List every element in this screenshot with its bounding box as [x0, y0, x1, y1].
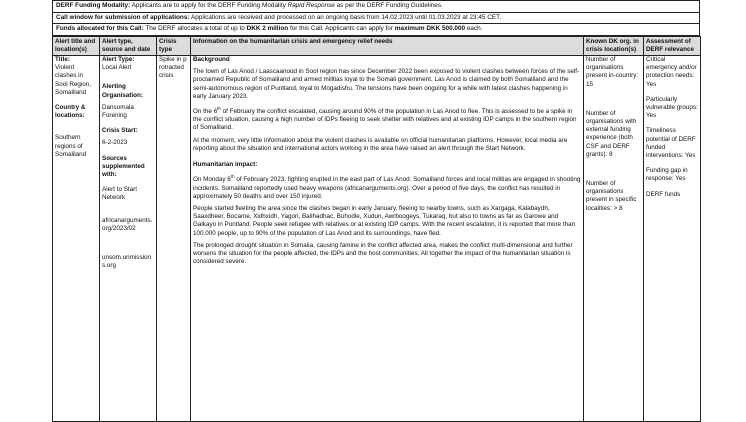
table-header-row	[53, 36, 701, 55]
call-window-text: Applications are received and processed on an ongoing basis from 14.02.2023 until 01.03.2023 at 23:45 CET.	[190, 13, 502, 21]
column-header-known-dk-orgs: Known DK org. in crisis location(s)	[584, 36, 644, 55]
alert-title-cell	[53, 55, 100, 421]
title-value: Violent clashes in Sool Region, Somaliland	[55, 64, 92, 96]
call-window-row	[53, 13, 699, 25]
background-paragraph-2: On the 6th of February the conflict escalated, causing around 90% of the population in Las Anod to flee. This is assessed to be a spike in the conflict situation, causing a high number of IDPs fleeing to seek shelter with relatives and at existing IDP camps in the southern region of Somaliland.	[193, 105, 577, 132]
funds-allocated-label: Funds allocated for this Call:	[56, 25, 144, 32]
funding-modality-row	[53, 1, 699, 13]
alert-type-value: Local Alert	[102, 64, 132, 72]
background-paragraph-1: The town of Las Anod / Laascaanood in Sool region has since December 2022 been exposed to violent clashes between forces of the self-proclaimed Republic of Somaliland and armed militias loyal to the Somali government. Las Anod is claimed by both Somaliland and the semi-autonomous region of Puntland, loyal to Mogadishu. The tensions have been ongoing for a while with latest clashes happening in early January 2023.	[193, 68, 580, 100]
known-dk-orgs-cell	[584, 55, 644, 421]
country-value: Southern regions of Somaliland	[55, 134, 87, 158]
column-header-alert-type: Alert type, source and date	[100, 36, 157, 55]
derf-alert-document	[52, 0, 700, 422]
funds-text-2: for this Call. Applicants can apply for	[288, 25, 395, 32]
funding-modality-emphasis: Rapid Response	[287, 2, 335, 9]
source-africanarguments-link[interactable]: africanarguments.org/2023/02	[102, 216, 153, 232]
funds-maximum: maximum DKK 500.000	[394, 25, 466, 32]
sources-label: Sources supplemented with:	[102, 154, 145, 178]
alerting-org-label: Alerting Organisation:	[102, 83, 143, 99]
orgs-with-funding-experience: Number of organisations with external funding experience (both CSF and DERF grants): 8	[586, 109, 637, 158]
background-heading: Background	[193, 55, 230, 63]
funds-text-3: each.	[465, 25, 483, 32]
column-header-assessment: Assessment of DERF relevance	[644, 36, 701, 55]
assessment-critical-needs: Critical emergency and/or protection needs: Yes	[646, 55, 697, 88]
crisis-type-cell	[157, 55, 191, 421]
crisis-start-value: 6-2-2023	[102, 139, 128, 147]
alerting-org-value: Dansomala Forening	[102, 103, 134, 119]
column-header-information: Information on the humanitarian crisis and emergency relief needs	[191, 36, 584, 55]
call-window-label: Call window for submission of applications:	[56, 13, 190, 21]
assessment-derf-funds: DERF funds	[646, 190, 681, 198]
assessment-timeliness: Timeliness potential of DERF funded interventions: Yes	[646, 127, 696, 159]
funds-allocated-row	[53, 24, 699, 36]
country-label: Country & locations:	[55, 103, 86, 120]
title-label: Title:	[55, 55, 70, 63]
funds-amount: DKK 2 million	[246, 25, 289, 32]
background-paragraph-3: At the moment, very little information about the violent clashes is available on official humanitarian platforms. However, local media are reporting about the situation and international actors working in the area have raised an alert through the Start Network.	[193, 136, 568, 152]
column-header-crisis-type: Crisis type	[157, 36, 191, 55]
impact-paragraph-1: On Monday 6th of February 2023, fighting erupted in the east part of Las Anod. Somaliland forces and local militias are engaged in shooting incidents. Somaliland reportedly used heavy weapons (africanarguments.org). Over a period of five days, the conflict has resulted in approximately 50 deaths and over 150 injured.	[193, 174, 581, 200]
information-cell	[191, 55, 584, 421]
funds-text-1: The DERF allocates a total of up to	[145, 25, 247, 32]
crisis-type-value: Spike in protracted crisis	[159, 55, 187, 80]
impact-heading: Humanitarian impact:	[193, 161, 258, 169]
assessment-vulnerable-groups: Particularly vulnerable groups: Yes	[646, 95, 698, 120]
orgs-in-country: Number of organisations present in-country: 15	[586, 55, 639, 88]
call-header	[52, 0, 700, 36]
alert-type-label: Alert Type:	[102, 55, 135, 63]
table-row	[53, 55, 701, 421]
impact-paragraph-2: People started fleeting the area since the clashes began in early January, fleeing to nearby towns, such as Xargaga, Kalabaydh, Saaxdheer, Bocame, Xidhxidh, Yagori, Balihadhac, Buhodle, Xudun, Awrboogeys, Tukaraq, but also to towns as far as Garowe and Galkayo in Puntland. People seek refugee with relatives or at existing IDP camps. With the recent escalation, it is reported that more than 100.000 people, up to 90% of the population of Las Anod and its surroundings, have fled.	[193, 204, 576, 237]
alert-type-cell	[100, 55, 157, 421]
funding-modality-tail: as per the DERF Funding Guidelines.	[334, 2, 443, 9]
assessment-cell	[644, 55, 701, 421]
column-header-alert-title: Alert title and location(s)	[53, 36, 100, 55]
orgs-in-localities: Number of organisations present in specific localities: > 8	[586, 179, 637, 212]
funding-modality-label: DERF Funding Modality:	[56, 2, 131, 9]
alert-table	[52, 36, 701, 422]
funding-modality-text: Applicants are to apply for the DERF Funding Modality	[131, 2, 288, 9]
assessment-funding-gap: Funding gap in response: Yes	[646, 167, 688, 183]
source-unsom-link[interactable]: unsom.unmissions.org	[102, 253, 151, 270]
crisis-start-label: Crisis Start:	[102, 127, 138, 135]
source-start-network: Alert to Start Network	[102, 186, 137, 202]
impact-paragraph-3: The prolonged drought situation in Somalia, causing famine in the conflict affected area, makes the conflict multi-dimensional and further worsens the situation for the people affected, the IDPs and the host communities. All together the impact of the humanitarian situation is considered severe.	[193, 241, 573, 266]
